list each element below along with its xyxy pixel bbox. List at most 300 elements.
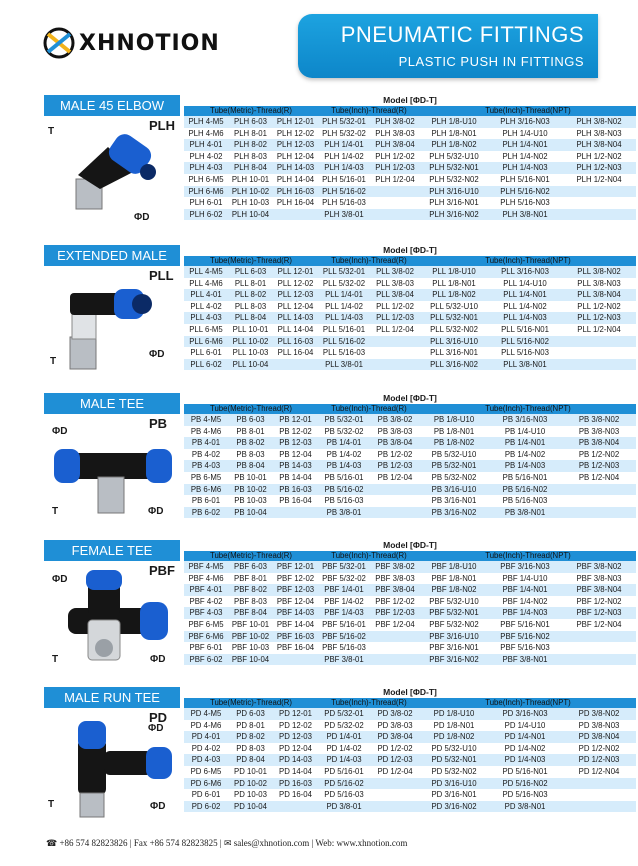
model-cell: PD 12-04: [279, 743, 312, 753]
model-cell: [370, 778, 420, 790]
model-cell: PBF 3/8-N03: [576, 573, 622, 583]
model-cell: PD 3/8-N03: [578, 720, 620, 730]
tube-od-label: ΦD: [134, 212, 150, 223]
table-row: [184, 426, 636, 438]
model-cell: PLH 12-01: [276, 117, 315, 126]
column-header: Tube(Inch)-Thread(NPT): [485, 404, 571, 413]
model-cell: PD 12-02: [279, 720, 312, 730]
model-cell: PBF 3/16-N01: [429, 643, 479, 653]
table-row: [184, 607, 636, 619]
model-cell: PBF 16-04: [276, 643, 315, 653]
model-cell: PLL 3/16-N01: [430, 348, 478, 358]
model-cell: PBF 1/2-04: [375, 619, 415, 629]
model-cell: PLH 12-03: [276, 140, 315, 150]
model-cell: PB 4-M6: [190, 426, 222, 436]
model-cell: PBF 8-04: [234, 608, 267, 618]
fitting-photo: [48, 117, 178, 232]
model-cell: PBF 3/16-U10: [429, 631, 479, 641]
model-cell: [370, 801, 420, 813]
model-cell: PD 3/8-02: [377, 709, 413, 718]
model-cell: PLH 3/16-U10: [429, 186, 479, 196]
table-row: [184, 573, 636, 585]
model-cell: PLH 4-01: [189, 140, 223, 150]
model-cell: PLH 3/16-N02: [429, 209, 479, 219]
model-cell: PBF 4-01: [189, 585, 223, 595]
model-cell: PLH 5/32-N02: [429, 174, 479, 184]
model-cell: PBF 4-02: [189, 596, 223, 606]
model-cell: [370, 336, 420, 348]
model-cell: PD 5/32-N01: [431, 755, 477, 765]
table-row: [184, 414, 636, 426]
model-cell: PLL 1/2-03: [376, 313, 414, 323]
model-cell: PB 12-02: [279, 426, 312, 436]
model-cell: PLL 3/8-N04: [577, 290, 621, 300]
model-cell: PLH 1/8-N02: [431, 140, 477, 150]
model-cell: PBF 5/32-02: [322, 573, 366, 583]
model-cell: PBF 3/8-N02: [576, 562, 622, 571]
brand-name: XHNOTION: [79, 30, 220, 56]
model-cell: PLL 16-04: [277, 348, 314, 358]
model-cell: PB 3/8-04: [377, 438, 413, 448]
model-cell: PD 10-02: [234, 778, 267, 788]
model-cell: PLH 6-M6: [188, 186, 224, 196]
table-row: [184, 278, 636, 290]
tube-od-label: ΦD: [52, 574, 68, 585]
model-cell: PLL 8-01: [234, 278, 267, 288]
model-cell: PB 4-M5: [190, 415, 222, 424]
model-cell: PLH 8-01: [234, 128, 267, 138]
model-cell: PB 6-01: [191, 496, 221, 506]
table-row: [184, 359, 636, 371]
fitting-photo: [48, 267, 178, 382]
model-cell: PLL 10-04: [232, 359, 269, 369]
model-cell: PLL 1/2-N03: [577, 313, 621, 323]
table-row: [184, 778, 636, 790]
model-cell: PD 5/16-N02: [502, 778, 548, 788]
model-cell: PB 14-03: [279, 461, 312, 471]
model-cell: PD 4-01: [191, 732, 221, 742]
model-table: [184, 393, 636, 518]
model-cell: PD 6-02: [191, 801, 221, 811]
table-header: [184, 551, 636, 561]
thread-label: T: [50, 356, 57, 367]
model-cell: PD 6-M5: [190, 766, 222, 776]
model-cell: PB 1/4-02: [326, 449, 362, 459]
model-cell: PLH 1/8-U10: [431, 117, 477, 126]
model-cell: PBF 5/16-03: [322, 643, 366, 653]
section-pb: [44, 393, 620, 530]
model-cell: PLL 3/8-04: [376, 290, 414, 300]
tube-od-label: ΦD: [150, 654, 166, 665]
model-cell: PLH 5/32-N01: [429, 163, 479, 173]
column-header: Tube(Inch)-Thread(R): [331, 551, 407, 560]
model-cell: PB 5/32-01: [324, 415, 364, 424]
model-cell: PBF 12-01: [276, 562, 315, 571]
model-cell: PLH 5/16-01: [322, 174, 366, 184]
model-cell: PLH 5/16-N02: [500, 186, 550, 196]
model-table: [184, 245, 636, 370]
column-header: Tube(Metric)-Thread(R): [209, 256, 293, 265]
table-row: [184, 619, 636, 631]
column-header: Tube(Inch)-Thread(R): [331, 404, 407, 413]
model-cell: PB 8-04: [236, 461, 265, 471]
model-cell: PBF 1/8-U10: [431, 562, 477, 571]
model-cell: PD 6-M6: [190, 778, 222, 788]
model-cell: PLH 1/4-02: [324, 151, 364, 161]
model-cell: PBF 3/8-03: [375, 573, 415, 583]
model-cell: PLH 5/16-N01: [500, 174, 550, 184]
model-cell: PBF 1/8-N01: [431, 573, 477, 583]
phone-icon: ☎: [46, 838, 58, 848]
model-cell: PBF 6-03: [234, 562, 267, 571]
model-cell: PB 4-02: [191, 449, 221, 459]
model-cell: PB 12-01: [279, 415, 312, 424]
model-cell: [370, 359, 420, 371]
model-cell: PBF 5/32-N02: [429, 619, 479, 629]
model-cell: PLL 5/32-N01: [430, 313, 478, 323]
model-cell: PBF 5/32-N01: [429, 608, 479, 618]
model-cell: PD 1/2-03: [377, 755, 413, 765]
model-cell: PLL 5/16-03: [322, 348, 366, 358]
model-cell: PBF 10-01: [231, 619, 270, 629]
model-cell: PLH 16-04: [276, 198, 315, 208]
model-cell: PBF 5/16-02: [322, 631, 366, 641]
model-cell: PD 5/32-01: [324, 709, 364, 718]
model-cell: PBF 3/8-01: [324, 654, 364, 664]
model-cell: PB 6-M5: [190, 472, 222, 482]
model-cell: PB 5/16-03: [324, 496, 364, 506]
table-row: [184, 472, 636, 484]
model-cell: PLL 4-02: [190, 301, 222, 311]
column-header: Tube(Metric)-Thread(R): [209, 698, 293, 707]
model-cell: PLH 5/16-N03: [500, 198, 550, 208]
model-cell: PBF 1/4-03: [324, 608, 364, 618]
model-cell: PBF 10-02: [231, 631, 270, 641]
logo-x-icon: [42, 26, 76, 60]
model-cell: PLH 1/4-N03: [502, 163, 548, 173]
model-cell: PBF 8-01: [234, 573, 267, 583]
model-cell: PLH 3/8-01: [324, 209, 364, 219]
model-cell: PLL 6-03: [234, 267, 267, 276]
model-cell: PLL 3/8-N03: [577, 278, 621, 288]
model-cell: PLL 3/8-01: [325, 359, 363, 369]
column-header: Tube(Inch)-Thread(R): [331, 256, 407, 265]
model-cell: PD 3/16-N01: [431, 790, 477, 800]
model-cell: PLL 8-03: [234, 301, 267, 311]
model-cell: PD 3/16-U10: [431, 778, 477, 788]
model-cell: [370, 642, 420, 654]
model-cell: PB 3/16-N03: [502, 415, 548, 424]
model-cell: PLL 3/16-N02: [430, 359, 478, 369]
model-cell: PBF 1/4-01: [324, 585, 364, 595]
model-cell: PBF 14-03: [276, 608, 315, 618]
model-cell: PD 4-M5: [190, 709, 222, 718]
model-cell: PB 1/4-N03: [504, 461, 546, 471]
model-cell: PLH 8-02: [234, 140, 267, 150]
model-cell: PBF 6-01: [189, 643, 223, 653]
model-cell: PD 5/16-03: [324, 790, 364, 800]
model-cell: PB 3/8-N04: [578, 438, 620, 448]
section-plh: [44, 95, 622, 232]
model-cell: PLH 5/32-01: [322, 117, 366, 126]
table-row: [184, 495, 636, 507]
table-row: [184, 484, 636, 496]
model-cell: PLL 12-03: [277, 290, 314, 300]
model-cell: PLH 5/16-03: [322, 198, 366, 208]
model-cell: PLH 1/4-N01: [502, 140, 548, 150]
model-cell: PLL 1/8-N01: [432, 278, 476, 288]
model-cell: PLL 16-03: [277, 336, 314, 346]
model-cell: PBF 3/8-N04: [576, 585, 622, 595]
model-cell: PLL 5/16-N01: [501, 324, 549, 334]
table-row: [184, 324, 636, 336]
model-cell: PB 5/16-02: [324, 484, 364, 494]
table-row: [184, 449, 636, 461]
table-row: [184, 766, 636, 778]
model-cell: PLH 10-02: [231, 186, 270, 196]
table-row: [184, 197, 636, 209]
model-cell: PD 6-03: [236, 709, 265, 718]
model-cell: [562, 789, 636, 801]
model-cell: PD 1/8-N02: [433, 732, 475, 742]
table-header: [184, 256, 636, 266]
model-cell: PB 10-03: [234, 496, 267, 506]
table-row: [184, 128, 636, 140]
model-table: [184, 95, 636, 220]
table-row: [184, 139, 636, 151]
model-cell: PD 3/8-N04: [578, 732, 620, 742]
model-cell: PLL 3/16-N03: [501, 267, 549, 276]
model-cell: PD 1/2-04: [377, 766, 413, 776]
model-cell: PLH 3/8-03: [375, 128, 415, 138]
model-cell: PBF 6-02: [189, 654, 223, 664]
model-cell: PLH 12-04: [276, 151, 315, 161]
model-cell: PBF 8-02: [234, 585, 267, 595]
model-cell: PD 1/8-N01: [433, 720, 475, 730]
model-cell: PBF 12-03: [276, 585, 315, 595]
model-cell: PLL 1/4-01: [325, 290, 363, 300]
model-cell: PLH 3/16-N01: [429, 198, 479, 208]
model-cell: PB 8-03: [236, 449, 265, 459]
model-cell: PLL 1/4-N02: [503, 301, 547, 311]
model-cell: PLL 12-01: [277, 267, 314, 276]
model-cell: PLH 14-03: [276, 163, 315, 173]
model-cell: PLH 6-02: [189, 209, 223, 219]
model-cell: PB 8-02: [236, 438, 265, 448]
model-cell: PLH 14-04: [276, 174, 315, 184]
model-cell: PD 3/8-N02: [578, 709, 620, 718]
model-cell: PLL 5/32-01: [322, 267, 366, 276]
model-cell: PB 3/16-U10: [431, 484, 477, 494]
model-cell: PLL 1/4-03: [325, 313, 363, 323]
model-cell: PLL 8-02: [234, 290, 267, 300]
section-title: MALE 45 ELBOW: [44, 95, 180, 116]
model-cell: PLL 3/16-U10: [430, 336, 478, 346]
thread-label: T: [48, 799, 55, 810]
model-cell: PBF 16-03: [276, 631, 315, 641]
section-title: EXTENDED MALE ELBOW: [44, 245, 180, 266]
model-cell: PLH 1/2-N03: [576, 163, 622, 173]
model-cell: PBF 5/16-01: [322, 619, 366, 629]
model-cell: [273, 359, 318, 371]
model-cell: PD 1/2-N03: [578, 755, 620, 765]
table-row: [184, 720, 636, 732]
model-cell: PD 5/32-U10: [431, 743, 477, 753]
model-cell: PB 1/8-U10: [433, 415, 475, 424]
model-cell: PLH 1/2-04: [375, 174, 415, 184]
model-cell: PD 14-04: [279, 766, 312, 776]
model-cell: [562, 642, 636, 654]
model-cell: PLL 6-02: [190, 359, 222, 369]
model-cell: PLL 10-02: [232, 336, 269, 346]
model-cell: [370, 654, 420, 666]
model-cell: PBF 4-M5: [188, 562, 224, 571]
table-header: [184, 698, 636, 708]
model-cell: PB 12-03: [279, 438, 312, 448]
model-cell: PB 1/2-04: [377, 472, 413, 482]
table-row: [184, 209, 636, 221]
model-cell: PD 5/32-02: [324, 720, 364, 730]
model-cell: PB 10-02: [234, 484, 267, 494]
model-cell: PLH 1/2-N04: [576, 174, 622, 184]
model-cell: PD 1/2-N02: [578, 743, 620, 753]
model-cell: PLH 1/2-N02: [576, 151, 622, 161]
model-cell: PLL 10-03: [232, 348, 269, 358]
model-cell: PLH 1/4-U10: [502, 128, 548, 138]
model-cell: PBF 1/4-N01: [502, 585, 548, 595]
model-cell: [562, 186, 636, 198]
model-cell: PB 3/8-N01: [504, 507, 546, 517]
model-cell: PB 5/16-N03: [502, 496, 548, 506]
model-cell: PD 5/16-01: [324, 766, 364, 776]
column-header: Tube(Metric)-Thread(R): [209, 106, 293, 115]
table-title: Model [ΦD-T]: [383, 95, 437, 105]
table-row: [184, 151, 636, 163]
tube-od-label: ΦD: [52, 426, 68, 437]
model-cell: PB 5/32-N02: [431, 472, 477, 482]
model-cell: PLH 1/8-N01: [431, 128, 477, 138]
model-cell: PD 8-02: [236, 732, 265, 742]
model-cell: PLH 5/32-02: [322, 128, 366, 138]
model-cell: PLL 5/32-U10: [430, 301, 478, 311]
model-cell: PLH 1/4-01: [324, 140, 364, 150]
model-cell: PB 1/4-01: [326, 438, 362, 448]
model-cell: PLL 1/4-N03: [503, 313, 547, 323]
model-cell: PLL 3/8-03: [376, 278, 414, 288]
model-cell: PBF 12-02: [276, 573, 315, 583]
header-banner: [298, 14, 598, 78]
model-cell: PBF 12-04: [276, 596, 315, 606]
model-table: [184, 687, 636, 812]
tube-od-label: ΦD: [150, 801, 166, 812]
model-cell: PLH 6-03: [234, 117, 267, 126]
column-header: Tube(Inch)-Thread(NPT): [485, 106, 571, 115]
table-row: [184, 789, 636, 801]
model-cell: PD 1/4-N03: [504, 755, 546, 765]
model-cell: PLL 6-M6: [189, 336, 223, 346]
model-cell: [273, 654, 318, 666]
model-cell: [562, 507, 636, 519]
model-cell: PB 8-01: [236, 426, 265, 436]
model-cell: PD 3/8-03: [377, 720, 413, 730]
model-cell: PD 5/32-N02: [431, 766, 477, 776]
model-cell: PBF 5/32-01: [322, 562, 366, 571]
model-cell: PD 8-04: [236, 755, 265, 765]
column-header: Tube(Inch)-Thread(NPT): [485, 551, 571, 560]
table-row: [184, 312, 636, 324]
column-header: Tube(Metric)-Thread(R): [209, 404, 293, 413]
model-code: PB: [149, 416, 168, 431]
model-cell: [370, 789, 420, 801]
model-cell: PLL 1/4-02: [325, 301, 363, 311]
model-cell: PLH 12-02: [276, 128, 315, 138]
model-cell: PD 3/8-N01: [504, 801, 546, 811]
model-cell: PLH 5/32-U10: [429, 151, 479, 161]
model-cell: PBF 8-03: [234, 596, 267, 606]
model-cell: PBF 6-M6: [188, 631, 224, 641]
model-cell: [562, 336, 636, 348]
section-pbf: [44, 540, 622, 677]
model-cell: [370, 186, 420, 198]
model-cell: PLH 4-03: [189, 163, 223, 173]
table-row: [184, 642, 636, 654]
model-cell: PLL 5/32-02: [322, 278, 366, 288]
table-row: [184, 174, 636, 186]
model-cell: [370, 197, 420, 209]
contact-text: +86 574 82823826 | Fax +86 574 82823825 | ✉ sales@xhnotion.com | Web: www.xhnotion.com: [59, 838, 408, 848]
model-cell: PBF 1/4-N02: [502, 596, 548, 606]
model-cell: PB 3/8-01: [326, 507, 362, 517]
model-cell: PD 1/4-01: [326, 732, 362, 742]
table-row: [184, 460, 636, 472]
table-title: Model [ΦD-T]: [383, 687, 437, 697]
model-cell: PB 1/2-N02: [578, 449, 620, 459]
model-cell: PB 1/8-N01: [433, 426, 475, 436]
model-cell: [370, 484, 420, 496]
model-cell: PB 14-04: [279, 472, 312, 482]
model-code: PLL: [149, 268, 174, 283]
model-cell: PLH 4-M5: [188, 117, 224, 126]
model-cell: PD 1/8-U10: [433, 709, 475, 718]
model-cell: PD 5/16-N01: [502, 766, 548, 776]
model-cell: PBF 5/16-N02: [500, 631, 550, 641]
model-cell: PLL 10-01: [232, 324, 269, 334]
model-cell: PLL 5/16-N02: [501, 336, 549, 346]
model-cell: PLL 3/8-02: [376, 267, 414, 276]
model-cell: PLH 3/8-N01: [502, 209, 548, 219]
model-cell: PBF 1/2-N04: [576, 619, 622, 629]
model-cell: PD 5/16-02: [324, 778, 364, 788]
model-cell: PBF 3/8-04: [375, 585, 415, 595]
model-cell: PLL 4-M5: [189, 267, 223, 276]
model-cell: PLH 4-02: [189, 151, 223, 161]
model-cell: PBF 4-03: [189, 608, 223, 618]
section-title: MALE TEE: [44, 393, 180, 414]
model-cell: PD 1/4-N02: [504, 743, 546, 753]
model-cell: PBF 3/8-02: [375, 562, 415, 571]
model-cell: PLH 6-M5: [188, 174, 224, 184]
model-table: [184, 540, 636, 665]
section-title: MALE RUN TEE: [44, 687, 180, 708]
thread-label: T: [48, 126, 55, 137]
model-cell: PD 1/2-02: [377, 743, 413, 753]
model-cell: PBF 1/4-N03: [502, 608, 548, 618]
model-cell: PLH 4-M6: [188, 128, 224, 138]
model-cell: PBF 4-M6: [188, 573, 224, 583]
model-cell: [562, 484, 636, 496]
table-row: [184, 561, 636, 573]
model-cell: [273, 209, 318, 221]
